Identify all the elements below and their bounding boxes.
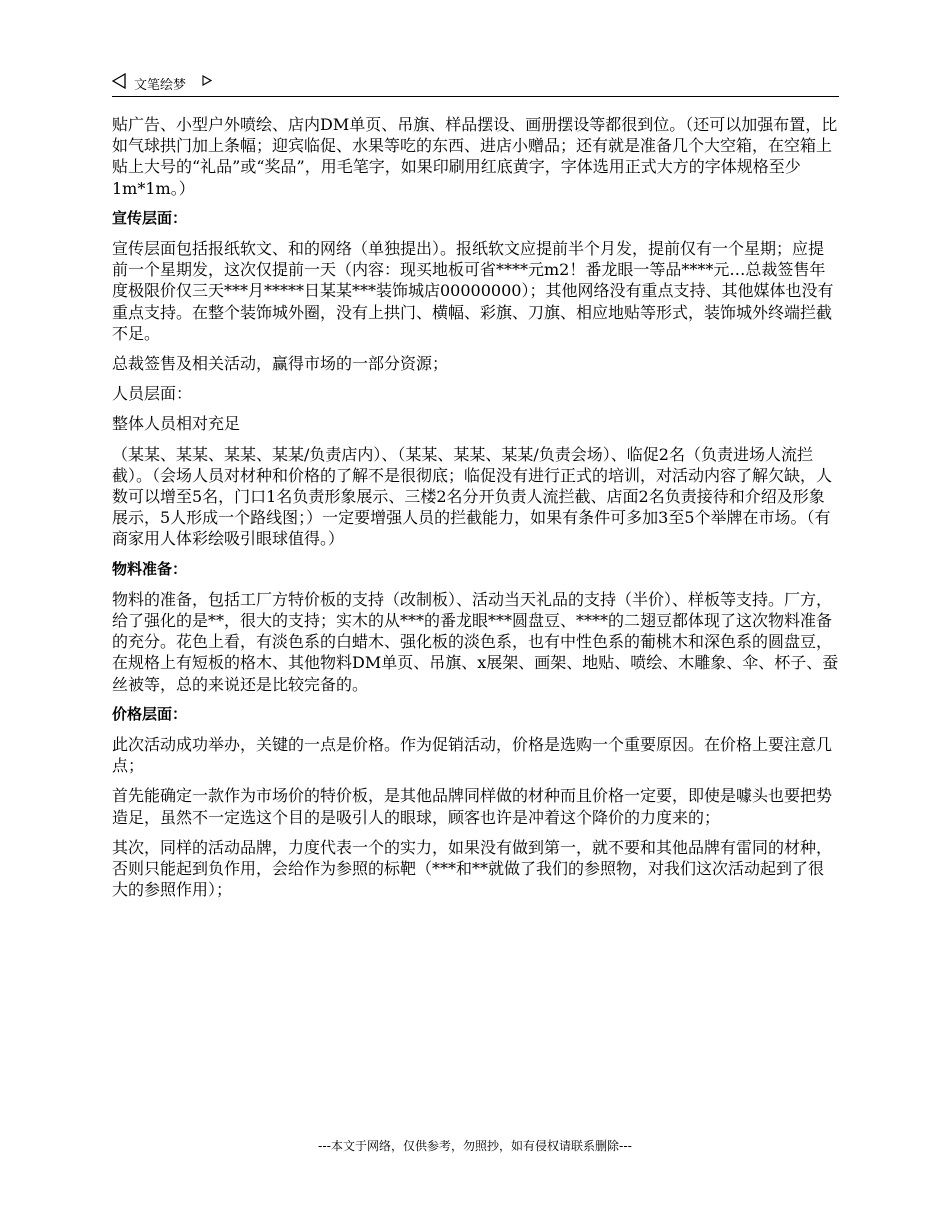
left-triangle-icon xyxy=(112,73,126,89)
page-header xyxy=(112,70,839,97)
paragraph: （某某、某某、某某、某某/负责店内）、（某某、某某、某某/负责会场）、临促2名（负责进场人流拦截）。（会场人员对材种和价格的了解不是很彻底；临促没有进行正式的培训，对活动内容了解欠缺，人数可以增至5名，门口1名负责形象展示、三楼2名分开负责人流拦截、店面2名负责接待和介绍及形象展示，5人形成一个路线图；）一定要增强人员的拦截能力，如果有条件可多加3至5个举牌在市场。（有商家用人体彩绘吸引眼球值得。） xyxy=(112,444,833,549)
paragraph: 贴广告、小型户外喷绘、店内DM单页、吊旗、样品摆设、画册摆设等都很到位。（还可以加强布置，比如气球拱门加上条幅；迎宾临促、水果等吃的东西、进店小赠品；还有就是准备几个大空箱，在空箱上贴上大号的“礼品”或“奖品”，用毛笔字，如果印刷用红底黄字，字体选用正式大方的字体规格至少1m*1m。） xyxy=(112,115,838,198)
document-body xyxy=(112,114,839,910)
paragraph: 人员层面： xyxy=(112,384,193,404)
paragraph: 此次活动成功举办，关键的一点是价格。作为促销活动，价格是选购一个重要原因。在价格上要注意几点； xyxy=(112,735,833,776)
section-heading: 物料准备： xyxy=(112,559,188,578)
paragraph: 宣传层面包括报纸软文、和的网络（单独提出）。报纸软文应提前半个月发，提前仅有一个星期；应提前一个星期发，这次仅提前一天（内容：现买地板可省****元m2！番龙眼一等品****元…总裁签售年度极限价仅三天***月*****日某某***装饰城店00000000）；其他网络没有重点支持、其他媒体也没有重点支持。在整个装饰城外圈，没有上拱门、横幅、彩旗、刀旗、相应地贴等形式，装饰城外终端拦截不足。 xyxy=(112,239,834,343)
paragraph: 其次，同样的活动品牌，力度代表一个的实力，如果没有做到第一，就不要和其他品牌有雷同的材种，否则只能起到负作用，会给作为参照的标靶（***和**就做了我们的参照物，对我们这次活动起到了很大的参照作用）； xyxy=(112,837,833,900)
paragraph: 整体人员相对充足 xyxy=(112,414,241,434)
paragraph: 总裁签售及相关活动，赢得市场的一部分资源； xyxy=(112,354,449,374)
paragraph: 物料的准备，包括工厂方特价板的支持（改制板）、活动当天礼品的支持（半价）、样板等支持。厂方，给了强化的是**，很大的支持；实木的从***的番龙眼***圆盘豆、****的二翅豆都体现了这次物料准备的充分。花色上看，有淡色系的白蜡木、强化板的淡色系，也有中性色系的葡桃木和深色系的圆盘豆，在规格上有短板的格木、其他物料DM单页、吊旗、x展架、画架、地贴、喷绘、木雕象、伞、杯子、蚕丝被等，总的来说还是比较完备的。 xyxy=(112,589,839,694)
page-footer: ---本文于网络，仅供参考，勿照抄，如有侵权请联系删除--- xyxy=(318,1139,632,1153)
paragraph: 首先能确定一款作为市场价的特价板，是其他品牌同样做的材种而且价格一定要，即使是噱头也要把势造足，虽然不一定选这个目的是吸引人的眼球，顾客也许是冲着这个降价的力度来的； xyxy=(112,786,833,827)
header-title: 文笔绘梦 xyxy=(134,78,187,93)
section-heading: 价格层面： xyxy=(112,704,188,723)
section-heading: 宣传层面： xyxy=(112,208,188,227)
right-triangle-icon xyxy=(202,75,212,86)
